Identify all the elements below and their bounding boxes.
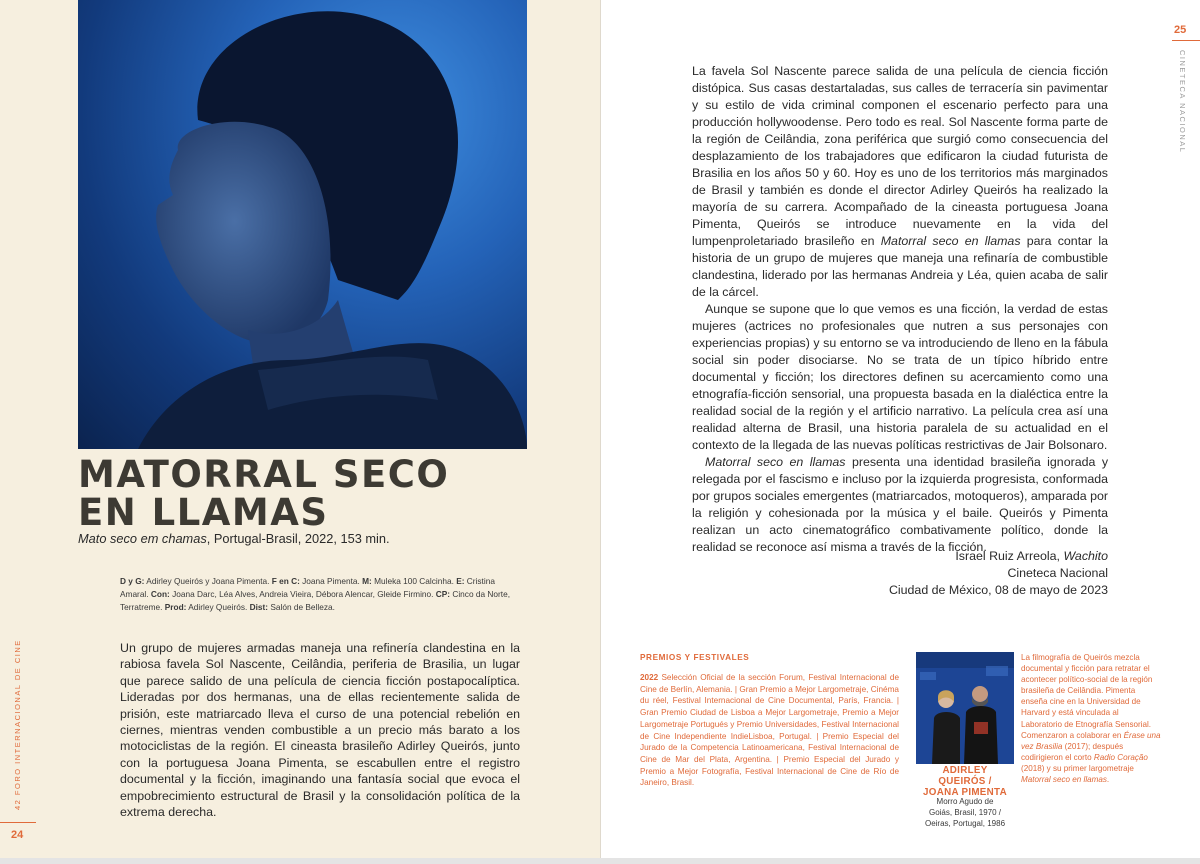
credit-label: M: [362,576,372,586]
essay-text: La favela Sol Nascente parece salida de una película de ciencia ficción distópica. Sus casas destartaladas, sus calles de terracería sin pavimentar y su estilo de vida criminal componen el escenario perfecto para una producción hollywoodense. Pero todo es real. Sol Nascente forma parte de la región de Ceilândia, zona periférica que surgió como consecuencia del desplazamiento de los trabajadores que edificaron la ciudad futurista de Brasilia en los años 50 y 60. Hoy es uno de los territorios más marginados de Brasil y también es donde el director Adirley Queirós ha realizado la mayoría de su carrera. Acompañado de la cineasta portuguesa Joana Pimenta, Queirós se introduce nuevamente en la vida del lumpenproletariado brasileño en [692,64,1108,248]
credit-value: Cinco da Norte, Terratreme. [120,589,510,612]
essay-paragraph-2: Aunque se supone que lo que vemos es una ficción, la verdad de estas mujeres (actrices no profesionales que nutren a sus personajes con experiencias propias) y su entorno se va introduciendo de lleno en la fábula social sin poder disociarse. No se trata de un típico híbrido entre documental y ficción; los directores definen su acercamiento como una etnografía-ficción sensorial, una propuesta basada en la dialéctica entre la realidad social de la región y el artificio narrativo. La película crea así una realidad alterna de Brasil, una historia paralela de su actualidad en el contexto de la llegada de las nuevas políticas restrictivas de Jair Bolsonaro. [692,302,1108,452]
synopsis: Un grupo de mujeres armadas maneja una refinería clandestina en la rabiosa favela Sol Nascente, Ceilândia, periferia de Brasilia, un lugar que parece salido de una película de ciencia ficción postapocalíptica. Lideradas por dos hermanas, una de ellas recientemente salida de prisión, este matriarcado lleva el curso de una potencial rebelión en ciernes, mientras venden combustible a un precio más barato a los motociclistas de la región. El cineasta brasileño Adirley Queirós, junto con la portuguesa Joana Pimenta, se escabullen entre el registro documental y la ficción, imaginando una fantasía social que evoca el empobrecimiento estructural de Brasil y la consolidación política de la extrema derecha. [120,641,520,820]
film-title [78,453,538,534]
credit-label: Con: [150,589,170,599]
review-essay [692,63,1108,556]
author-name: Israel Ruiz Arreola, [955,549,1064,563]
film-title-line-2: EN LLAMAS [78,491,329,534]
bio-line: Goiás, Brasil, 1970 / [928,808,1002,817]
credits-block [120,575,522,614]
filmography-text [1021,652,1161,785]
director-name-line: JOANA PIMENTA [923,787,1007,798]
awards-list: Selección Oficial de la sección Forum, Festival Internacional de Cine de Berlín, Alemania. | Gran Premio a Mejor Largometraje, Cinéma du réel, Festival Internacional de Cine Documental, París, Francia. | Gran Premio Ciudad de Lisboa a Mejor Largometraje, Premio a Mejor Largometraje Portugués y Premio Universidades, Festival Internacional de Cine Independiente IndieLisboa, Portugal. | Premio Especial del Jurado de la Competencia Latinoamericana, Festival Internacional de Cine de Mar del Plata, Argentina. | Premio Especial del Jurado y Premio a Mejor Fotografía, Festival Internacional de Cine de Río de Janeiro, Brasil. [640,673,899,788]
film-title-italic: Matorral seco en llamas [1021,775,1107,785]
film-title-italic: Matorral seco en llamas [880,234,1021,248]
filmography-part: . [1106,775,1110,785]
credit-label: F en C: [271,576,300,586]
director-name-line: ADIRLEY [942,765,988,776]
signature-block [851,548,1108,599]
signature-org: Cineteca Nacional [1007,566,1108,580]
directors-birth-info [907,796,1023,829]
credit-value: Muleka 100 Calcinha. [371,576,457,586]
left-page [0,0,601,858]
bio-line: Morro Agudo de [936,797,994,806]
film-title-line-1: MATORRAL SECO [78,453,450,496]
director-name-line: QUEIRÓS / [938,776,992,787]
page-rule [0,822,36,823]
film-details-text: , Portugal-Brasil, 2022, 153 min. [206,531,390,546]
film-details [78,531,390,546]
signature-author [851,548,1108,565]
credit-label: D y G: [120,576,145,586]
film-title-italic: Matorral seco en llamas [705,455,846,469]
filmography-part: La filmografía de Queirós mezcla documental y ficción para retratar el acontecer político-social de la región brasileña de Ceilândia. Pimenta enseña cine en la Universidad de Harvard y está vinculada al Laboratorio de Etnografía Sensorial. Comenzaron a colaborar en [1021,653,1153,740]
directors-photo [916,652,1014,764]
credit-value: Adirley Queirós. [186,602,250,612]
festival-vertical-label: 42 FORO INTERNACIONAL DE CINE [13,639,22,810]
awards-year: 2022 [640,673,659,682]
author-alias: Wachito [1063,549,1108,563]
credit-value: Joana Darc, Léa Alves, Andreia Vieira, Débora Alencar, Gleide Firmino. [169,589,436,599]
film-title-italic: Érase una vez Brasilia [1021,730,1161,751]
cineteca-vertical-label: CINETECA NACIONAL [1178,50,1187,154]
page-number-left: 24 [11,829,24,841]
right-page [601,0,1200,858]
credit-label: Prod: [164,602,187,612]
page-rule [1172,40,1200,41]
bio-line: Oeiras, Portugal, 1986 [924,819,1006,828]
filmography-part: (2018) y su primer largometraje [1021,763,1134,773]
essay-text: para contar la historia de un grupo de mujeres que maneja una refinaría de combustible clandestina, liderado por las hermanas Andreia y Léa, quien acaba de salir de la cárcel. [692,234,1108,299]
film-still-image [78,0,527,449]
credit-value: Cristina Amaral. [120,576,495,599]
credit-value: Joana Pimenta. [299,576,363,586]
credit-value: Adirley Queirós y Joana Pimenta. [144,576,272,586]
essay-paragraph-3 [692,454,1108,556]
awards-text [640,672,899,789]
original-title: Mato seco em chamas [78,531,207,546]
credit-label: E: [456,576,465,586]
credit-value: Salón de Belleza. [268,602,335,612]
filmography-part: (2017); después codirigieron el corto [1021,741,1124,762]
page-number-right: 25 [1174,24,1187,36]
essay-paragraph-1 [692,63,1108,301]
awards-heading: PREMIOS Y FESTIVALES [640,653,750,662]
film-title-italic: Radio Coração [1093,752,1148,762]
signature-place-date: Ciudad de México, 08 de mayo de 2023 [888,583,1108,597]
directors-name [907,765,1023,798]
credit-label: CP: [435,589,451,599]
essay-text: presenta una identidad brasileña ignorada y relegada por el fascismo e incluso por la izquierda progresista, conformada por grupos sociales emergentes (matriarcados, motoqueros), amparada por la religión y cohesionada por la música y el baile. Queirós y Pimenta realizan un acto cinematográfico combativamente político, donde la realidad se reconoce así misma a través de la ficción. [692,455,1109,554]
credit-label: Dist: [249,602,269,612]
